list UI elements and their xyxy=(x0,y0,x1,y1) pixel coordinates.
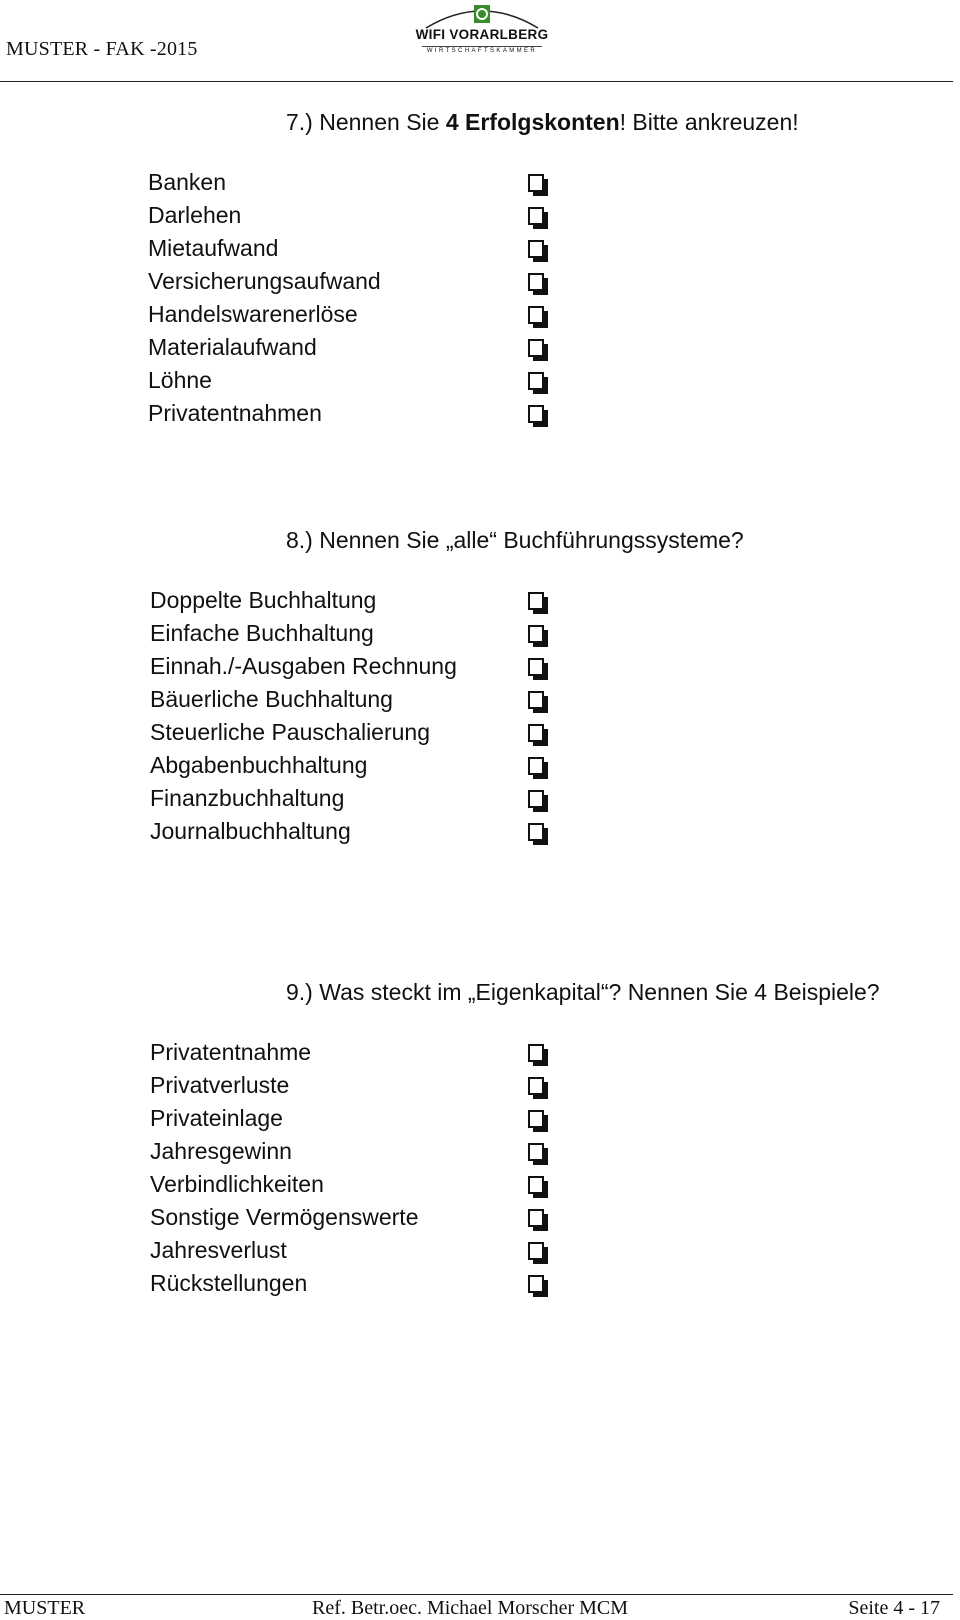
checkbox-icon[interactable] xyxy=(528,1143,544,1161)
checkbox-icon[interactable] xyxy=(528,790,544,808)
checkbox-icon[interactable] xyxy=(528,823,544,841)
option-item xyxy=(148,265,381,298)
option-label: Löhne xyxy=(148,367,212,393)
option-label: Finanzbuchhaltung xyxy=(150,785,345,811)
option-item xyxy=(150,1036,419,1069)
question-7-prefix: 7.) Nennen Sie xyxy=(286,109,446,135)
checkbox-icon[interactable] xyxy=(528,625,544,643)
option-item xyxy=(150,1069,419,1102)
option-item xyxy=(148,166,381,199)
question-8 xyxy=(286,527,744,554)
checkbox-icon[interactable] xyxy=(528,372,544,390)
checkbox-icon[interactable] xyxy=(528,1209,544,1227)
option-item xyxy=(150,584,457,617)
option-item xyxy=(150,650,457,683)
option-item xyxy=(150,1168,419,1201)
question-9-options xyxy=(150,1036,419,1300)
option-label: Abgabenbuchhaltung xyxy=(150,752,368,778)
option-label: Privateinlage xyxy=(150,1105,283,1131)
option-item xyxy=(150,1135,419,1168)
footer-author: Ref. Betr.oec. Michael Morscher MCM xyxy=(312,1597,629,1619)
option-label: Handelswarenerlöse xyxy=(148,301,358,327)
option-label: Jahresverlust xyxy=(150,1237,287,1263)
footer-divider xyxy=(0,1594,953,1595)
checkbox-icon[interactable] xyxy=(528,339,544,357)
question-8-text: 8.) Nennen Sie „alle“ Buchführungssysteme? xyxy=(286,527,744,553)
question-7-suffix: ! Bitte ankreuzen! xyxy=(619,109,799,135)
option-item xyxy=(150,1267,419,1300)
footer-page-number: Seite 4 - 17 xyxy=(848,1597,940,1619)
option-item xyxy=(150,749,457,782)
option-item xyxy=(150,1201,419,1234)
option-label: Bäuerliche Buchhaltung xyxy=(150,686,393,712)
checkbox-icon[interactable] xyxy=(528,1242,544,1260)
logo-name: WIFI VORARLBERG xyxy=(415,27,549,42)
checkbox-icon[interactable] xyxy=(528,691,544,709)
option-item xyxy=(148,331,381,364)
option-item xyxy=(150,617,457,650)
checkbox-icon[interactable] xyxy=(528,306,544,324)
checkbox-icon[interactable] xyxy=(528,724,544,742)
checkbox-icon[interactable] xyxy=(528,757,544,775)
question-7-bold: 4 Erfolgskonten xyxy=(445,109,620,135)
checkbox-icon[interactable] xyxy=(528,1110,544,1128)
option-label: Doppelte Buchhaltung xyxy=(150,587,377,613)
checkbox-icon[interactable] xyxy=(528,1044,544,1062)
option-label: Versicherungsaufwand xyxy=(148,268,381,294)
question-9-text: 9.) Was steckt im „Eigenkapital“? Nennen Sie 4 Beispiele? xyxy=(286,979,880,1005)
option-item xyxy=(148,199,381,232)
checkbox-icon[interactable] xyxy=(528,273,544,291)
option-label: Privatentnahme xyxy=(150,1039,312,1065)
option-label: Einfache Buchhaltung xyxy=(150,620,374,646)
header-divider xyxy=(0,81,953,82)
question-7-options xyxy=(148,166,381,430)
option-label: Jahresgewinn xyxy=(150,1138,292,1164)
option-item xyxy=(148,397,381,430)
checkbox-icon[interactable] xyxy=(528,207,544,225)
checkbox-icon[interactable] xyxy=(528,1077,544,1095)
option-item xyxy=(150,1234,419,1267)
footer-left: MUSTER xyxy=(4,1597,86,1619)
option-label: Banken xyxy=(148,169,227,195)
logo-subtitle: WIRTSCHAFTSKAMMER xyxy=(422,46,542,54)
option-label: Journalbuchhaltung xyxy=(150,818,351,844)
option-item xyxy=(148,232,381,265)
question-8-options xyxy=(150,584,457,848)
checkbox-icon[interactable] xyxy=(528,1176,544,1194)
checkbox-icon[interactable] xyxy=(528,592,544,610)
option-label: Mietaufwand xyxy=(148,235,279,261)
option-item xyxy=(148,364,381,397)
option-label: Privatverluste xyxy=(150,1072,290,1098)
option-item xyxy=(150,1102,419,1135)
option-label: Sonstige Vermögenswerte xyxy=(150,1204,419,1230)
question-9 xyxy=(286,979,880,1006)
checkbox-icon[interactable] xyxy=(528,405,544,423)
logo-emblem-icon xyxy=(412,0,552,30)
option-item xyxy=(150,716,457,749)
option-label: Einnah./-Ausgaben Rechnung xyxy=(150,653,457,679)
option-label: Steuerliche Pauschalierung xyxy=(150,719,431,745)
question-7 xyxy=(286,109,799,136)
option-item xyxy=(150,782,457,815)
option-label: Privatentnahmen xyxy=(148,400,322,426)
checkbox-icon[interactable] xyxy=(528,174,544,192)
option-item xyxy=(150,815,457,848)
option-label: Materialaufwand xyxy=(148,334,317,360)
checkbox-icon[interactable] xyxy=(528,658,544,676)
option-item xyxy=(150,683,457,716)
option-item xyxy=(148,298,381,331)
checkbox-icon[interactable] xyxy=(528,240,544,258)
option-label: Rückstellungen xyxy=(150,1270,308,1296)
option-label: Verbindlichkeiten xyxy=(150,1171,324,1197)
checkbox-icon[interactable] xyxy=(528,1275,544,1293)
wifi-logo xyxy=(412,0,552,64)
document-header-title: MUSTER - FAK -2015 xyxy=(6,38,198,60)
option-label: Darlehen xyxy=(148,202,242,228)
